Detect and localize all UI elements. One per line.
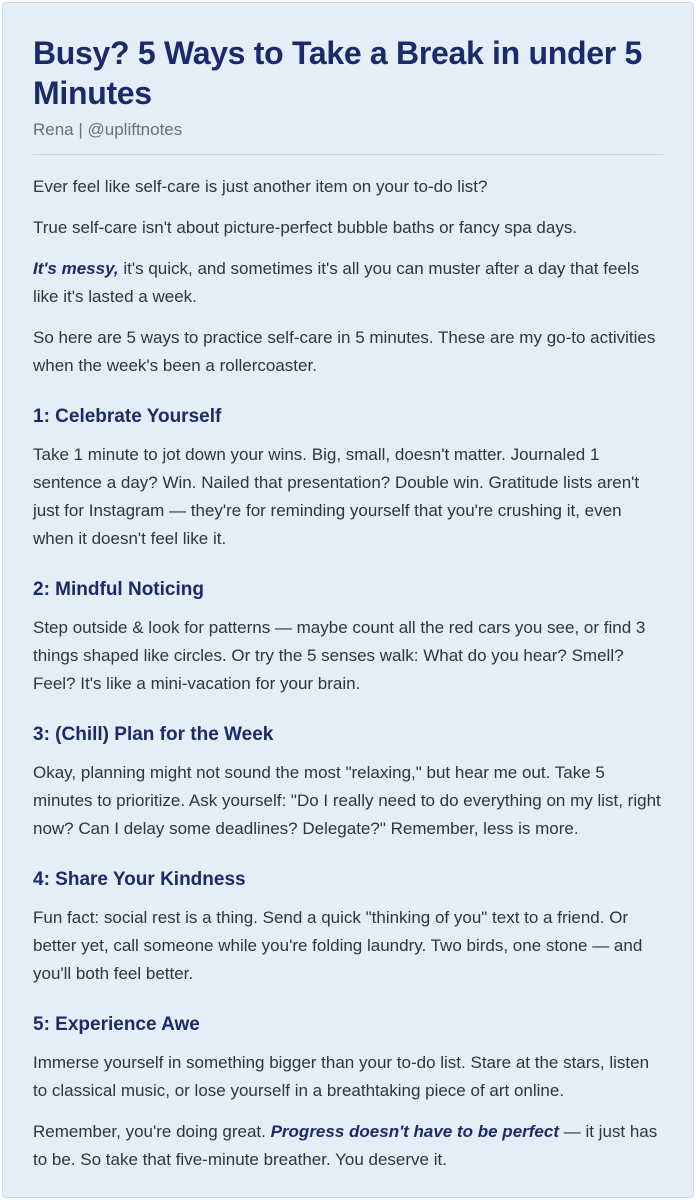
intro-paragraph-4: So here are 5 ways to practice self-care in 5 minutes. These are my go-to activities when the week's been a rollercoaster. xyxy=(33,328,656,375)
intro-paragraph-3-text: it's quick, and sometimes it's all you can muster after a day that feels like it's lasted a week. xyxy=(33,259,640,306)
intro-paragraph-2: True self-care isn't about picture-perfect bubble baths or fancy spa days. xyxy=(33,218,578,237)
section-1-body: Take 1 minute to jot down your wins. Big, small, doesn't matter. Journaled 1 sentence a day? Win. Nailed that presentation? Double win. Gratitude lists aren't just for Instagram — they're for reminding yourself that you're crushing it, even when it doesn't feel like it. xyxy=(33,445,640,548)
closing-text-start: Remember, you're doing great. xyxy=(33,1122,271,1141)
closing-emphasis: Progress doesn't have to be perfect xyxy=(270,1122,559,1141)
author-byline: Rena | @upliftnotes xyxy=(33,120,183,139)
divider xyxy=(33,154,663,155)
section-3-heading: 3: (Chill) Plan for the Week xyxy=(33,724,274,745)
section-2-heading: 2: Mindful Noticing xyxy=(33,579,204,600)
section-1-heading: 1: Celebrate Yourself xyxy=(33,406,222,427)
section-4-heading: 4: Share Your Kindness xyxy=(33,869,246,890)
intro-paragraph-3 xyxy=(33,255,663,311)
intro-paragraph-1: Ever feel like self-care is just another item on your to-do list? xyxy=(33,177,488,196)
section-4-body: Fun fact: social rest is a thing. Send a quick "thinking of you" text to a friend. Or better yet, call someone while you're folding laundry. Two birds, one stone — and you'll both feel better. xyxy=(33,908,643,983)
section-2-body: Step outside & look for patterns — maybe count all the red cars you see, or find 3 things shaped like circles. Or try the 5 senses walk: What do you hear? Smell? Feel? It's like a mini-vacation for your brain. xyxy=(33,618,646,693)
closing-paragraph xyxy=(33,1118,663,1174)
closing-text-end: — it just has to be. So take that five-minute breather. You deserve it. xyxy=(33,1122,658,1169)
section-5-heading: 5: Experience Awe xyxy=(33,1014,200,1035)
article-title: Busy? 5 Ways to Take a Break in under 5 Minutes xyxy=(33,35,642,111)
section-5-body: Immerse yourself in something bigger than your to-do list. Stare at the stars, listen to classical music, or lose yourself in a breathtaking piece of art online. xyxy=(33,1053,650,1100)
intro-emphasis: It's messy, xyxy=(33,259,119,278)
section-3-body: Okay, planning might not sound the most "relaxing," but hear me out. Take 5 minutes to prioritize. Ask yourself: "Do I really need to do everything on my list, right now? Can I delay some deadlines? Delegate?" Remember, less is more. xyxy=(33,763,661,838)
article-card xyxy=(2,2,694,1198)
